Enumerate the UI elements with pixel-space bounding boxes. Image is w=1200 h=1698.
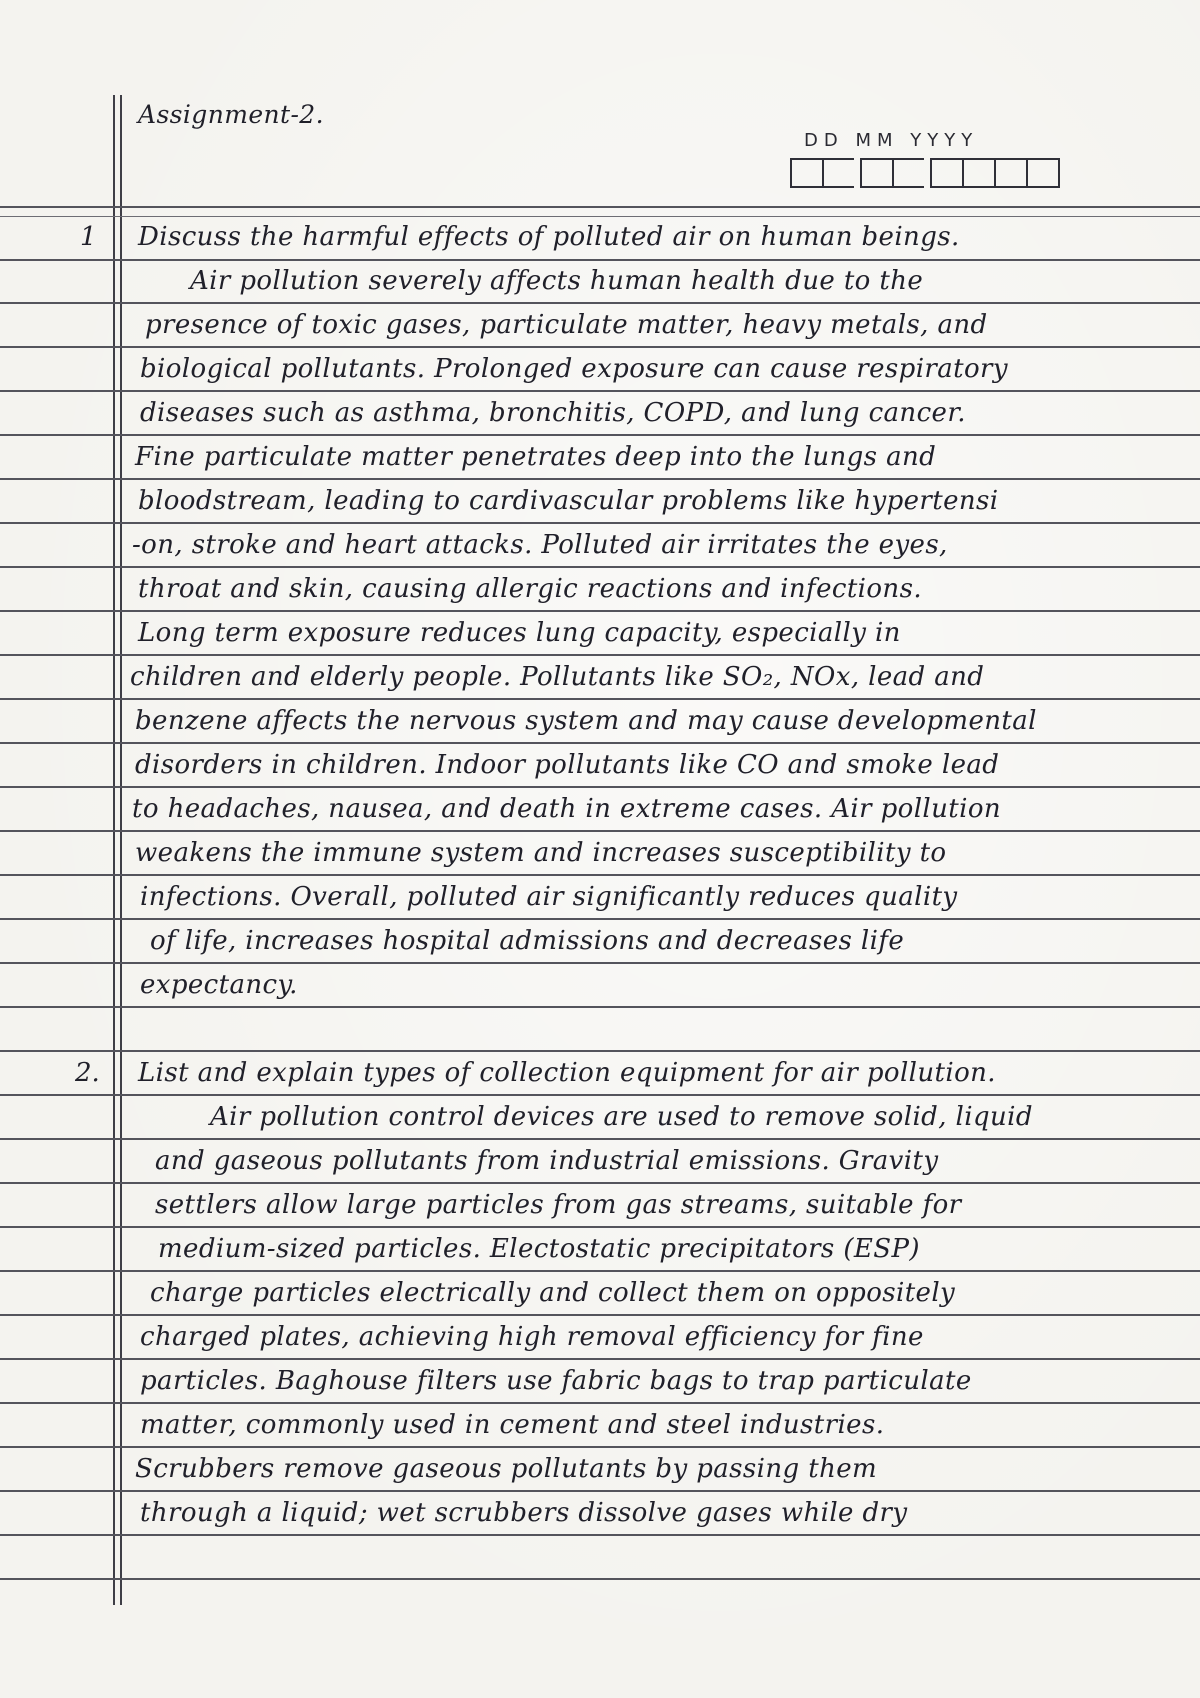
date-box: [892, 158, 924, 188]
ruled-line: [0, 962, 1200, 964]
answer-2-line: matter, commonly used in cement and steel industries.: [140, 1410, 885, 1440]
question-number-1: 1: [80, 222, 97, 252]
ruled-line: [0, 610, 1200, 612]
ruled-line: [0, 390, 1200, 392]
date-label-y2: Y: [927, 130, 945, 151]
ruled-line: [0, 1358, 1200, 1360]
answer-1-line: infections. Overall, polluted air significantly reduces quality: [140, 882, 958, 912]
ruled-line: [0, 1446, 1200, 1448]
question-1-text: Discuss the harmful effects of polluted air on human beings.: [138, 222, 960, 252]
answer-2-line: charge particles electrically and collect them on oppositely: [150, 1278, 956, 1308]
answer-2-line: Scrubbers remove gaseous pollutants by passing them: [135, 1454, 878, 1484]
ruled-line: [0, 478, 1200, 480]
question-2-text: List and explain types of collection equipment for air pollution.: [138, 1058, 996, 1088]
answer-1-line: diseases such as asthma, bronchitis, COPD, and lung cancer.: [140, 398, 966, 428]
ruled-line: [0, 566, 1200, 568]
ruled-line: [0, 1182, 1200, 1184]
answer-1-line: bloodstream, leading to cardivascular problems like hypertensi: [138, 486, 999, 516]
answer-2-line: and gaseous pollutants from industrial emissions. Gravity: [155, 1146, 939, 1176]
ruled-line: [0, 786, 1200, 788]
ruled-line: [0, 216, 1200, 217]
ruled-line: [0, 302, 1200, 304]
ruled-line: [0, 698, 1200, 700]
ruled-line: [0, 918, 1200, 920]
answer-2-line: settlers allow large particles from gas streams, suitable for: [155, 1190, 962, 1220]
ruled-line: [0, 1534, 1200, 1536]
date-label-m2: M: [877, 130, 899, 151]
date-box: [1026, 158, 1060, 188]
date-label-y3: Y: [944, 130, 962, 151]
date-field-boxes: [790, 158, 1060, 188]
ruled-line: [0, 1402, 1200, 1404]
ruled-line: [0, 1490, 1200, 1492]
date-box: [930, 158, 962, 188]
answer-1-line: -on, stroke and heart attacks. Polluted air irritates the eyes,: [132, 530, 948, 560]
date-label-m1: M: [855, 130, 878, 151]
answer-1-line: biological pollutants. Prolonged exposure can cause respiratory: [140, 354, 1008, 384]
ruled-line: [0, 1138, 1200, 1140]
date-label-y4: Y: [961, 130, 979, 151]
answer-1-line: throat and skin, causing allergic reactions and infections.: [138, 574, 922, 604]
ruled-line: [0, 1226, 1200, 1228]
ruled-line: [0, 522, 1200, 524]
ruled-line: [0, 1314, 1200, 1316]
date-label-d1: D: [804, 130, 824, 151]
assignment-title: Assignment-2.: [138, 100, 324, 129]
answer-2-line: charged plates, achieving high removal efficiency for fine: [140, 1322, 924, 1352]
ruled-line: [0, 434, 1200, 436]
date-label-d2: D: [823, 130, 844, 151]
margin-line-inner: [120, 95, 122, 1605]
ruled-line: [0, 874, 1200, 876]
ruled-line: [0, 1094, 1200, 1096]
ruled-line: [0, 654, 1200, 656]
answer-1-line: of life, increases hospital admissions and decreases life: [150, 926, 905, 956]
ruled-line: [0, 259, 1200, 261]
answer-1-line: Air pollution severely affects human health due to the: [190, 266, 924, 296]
date-label-y1: Y: [910, 130, 928, 151]
answer-1-line: disorders in children. Indoor pollutants like CO and smoke lead: [135, 750, 1000, 780]
date-box: [962, 158, 994, 188]
date-box: [860, 158, 892, 188]
answer-1-line: expectancy.: [140, 970, 298, 1000]
ruled-line: [0, 346, 1200, 348]
question-number-2: 2.: [75, 1058, 100, 1088]
date-box: [994, 158, 1026, 188]
answer-1-line: Long term exposure reduces lung capacity, especially in: [138, 618, 901, 648]
ruled-line: [0, 830, 1200, 832]
margin-line-outer: [113, 95, 115, 1605]
ruled-line: [0, 1270, 1200, 1272]
ruled-line: [0, 1006, 1200, 1008]
ruled-line: [0, 742, 1200, 744]
ruled-line: [0, 1050, 1200, 1052]
date-box: [822, 158, 854, 188]
answer-2-line: medium-sized particles. Electostatic precipitators (ESP): [158, 1234, 920, 1264]
answer-1-line: weakens the immune system and increases susceptibility to: [135, 838, 947, 868]
answer-2-line: through a liquid; wet scrubbers dissolve gases while dry: [140, 1498, 908, 1528]
answer-2-line: particles. Baghouse filters use fabric bags to trap particulate: [140, 1366, 972, 1396]
answer-1-line: children and elderly people. Pollutants like SO₂, NOx, lead and: [130, 662, 985, 692]
answer-1-line: benzene affects the nervous system and may cause developmental: [135, 706, 1037, 736]
ruled-line: [0, 1578, 1200, 1580]
answer-1-line: Fine particulate matter penetrates deep into the lungs and: [135, 442, 937, 472]
ruled-line: [0, 206, 1200, 208]
date-box: [790, 158, 822, 188]
answer-2-line: Air pollution control devices are used to remove solid, liquid: [210, 1102, 1033, 1132]
answer-1-line: to headaches, nausea, and death in extreme cases. Air pollution: [132, 794, 1002, 824]
date-field-labels: [804, 130, 978, 151]
answer-1-line: presence of toxic gases, particulate matter, heavy metals, and: [145, 310, 988, 340]
